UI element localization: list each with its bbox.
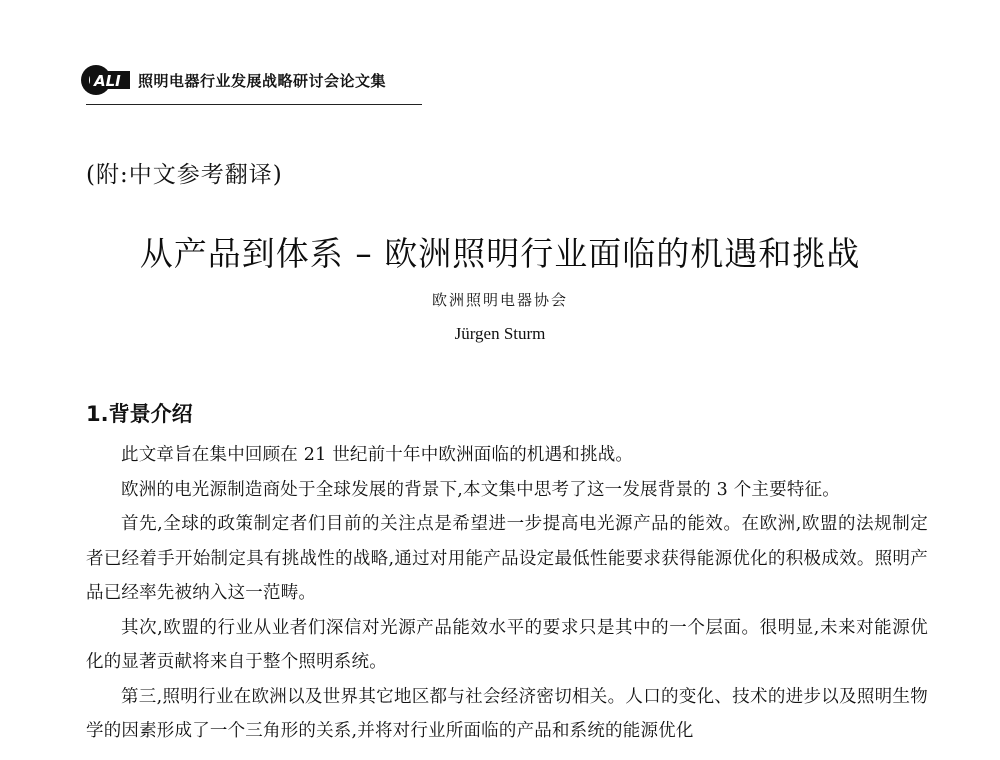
section-heading: 1.背景介绍	[86, 402, 193, 426]
proceedings-title: 照明电器行业发展战略研讨会论文集	[138, 71, 387, 90]
page-header	[78, 62, 386, 98]
appendix-note: (附:中文参考翻译)	[86, 162, 283, 188]
article-title: 从产品到体系 – 欧洲照明行业面临的机遇和挑战	[139, 234, 861, 273]
header-divider	[86, 104, 422, 105]
logo-text: ALI	[94, 72, 121, 90]
author-name: Jürgen Sturm	[454, 324, 546, 343]
paragraph: 首先,全球的政策制定者们目前的关注点是希望进一步提高电光源产品的能效。在欧洲,欧盟的法规制定者已经着手开始制定具有挑战性的战略,通过对用能产品设定最低性能要求获得能源优化的积极成效。照明产品已经率先被纳入这一范畴。	[86, 514, 928, 603]
paragraph: 欧洲的电光源制造商处于全球发展的背景下,本文集中思考了这一发展背景的 3 个主要特征。	[121, 479, 840, 500]
section-body	[86, 438, 928, 749]
paragraph: 第三,照明行业在欧洲以及世界其它地区都与社会经济密切相关。人口的变化、技术的进步以及照明生物学的因素形成了一个三角形的关系,并将对行业所面临的产品和系统的能源优化	[86, 686, 928, 741]
organization-name: 欧洲照明电器协会	[431, 291, 568, 309]
paragraph: 其次,欧盟的行业从业者们深信对光源产品能效水平的要求只是其中的一个层面。很明显,未来对能源优化的显著贡献将来自于整个照明系统。	[86, 617, 928, 672]
ali-logo-icon	[78, 62, 132, 98]
paragraph: 此文章旨在集中回顾在 21 世纪前十年中欧洲面临的机遇和挑战。	[121, 445, 634, 465]
